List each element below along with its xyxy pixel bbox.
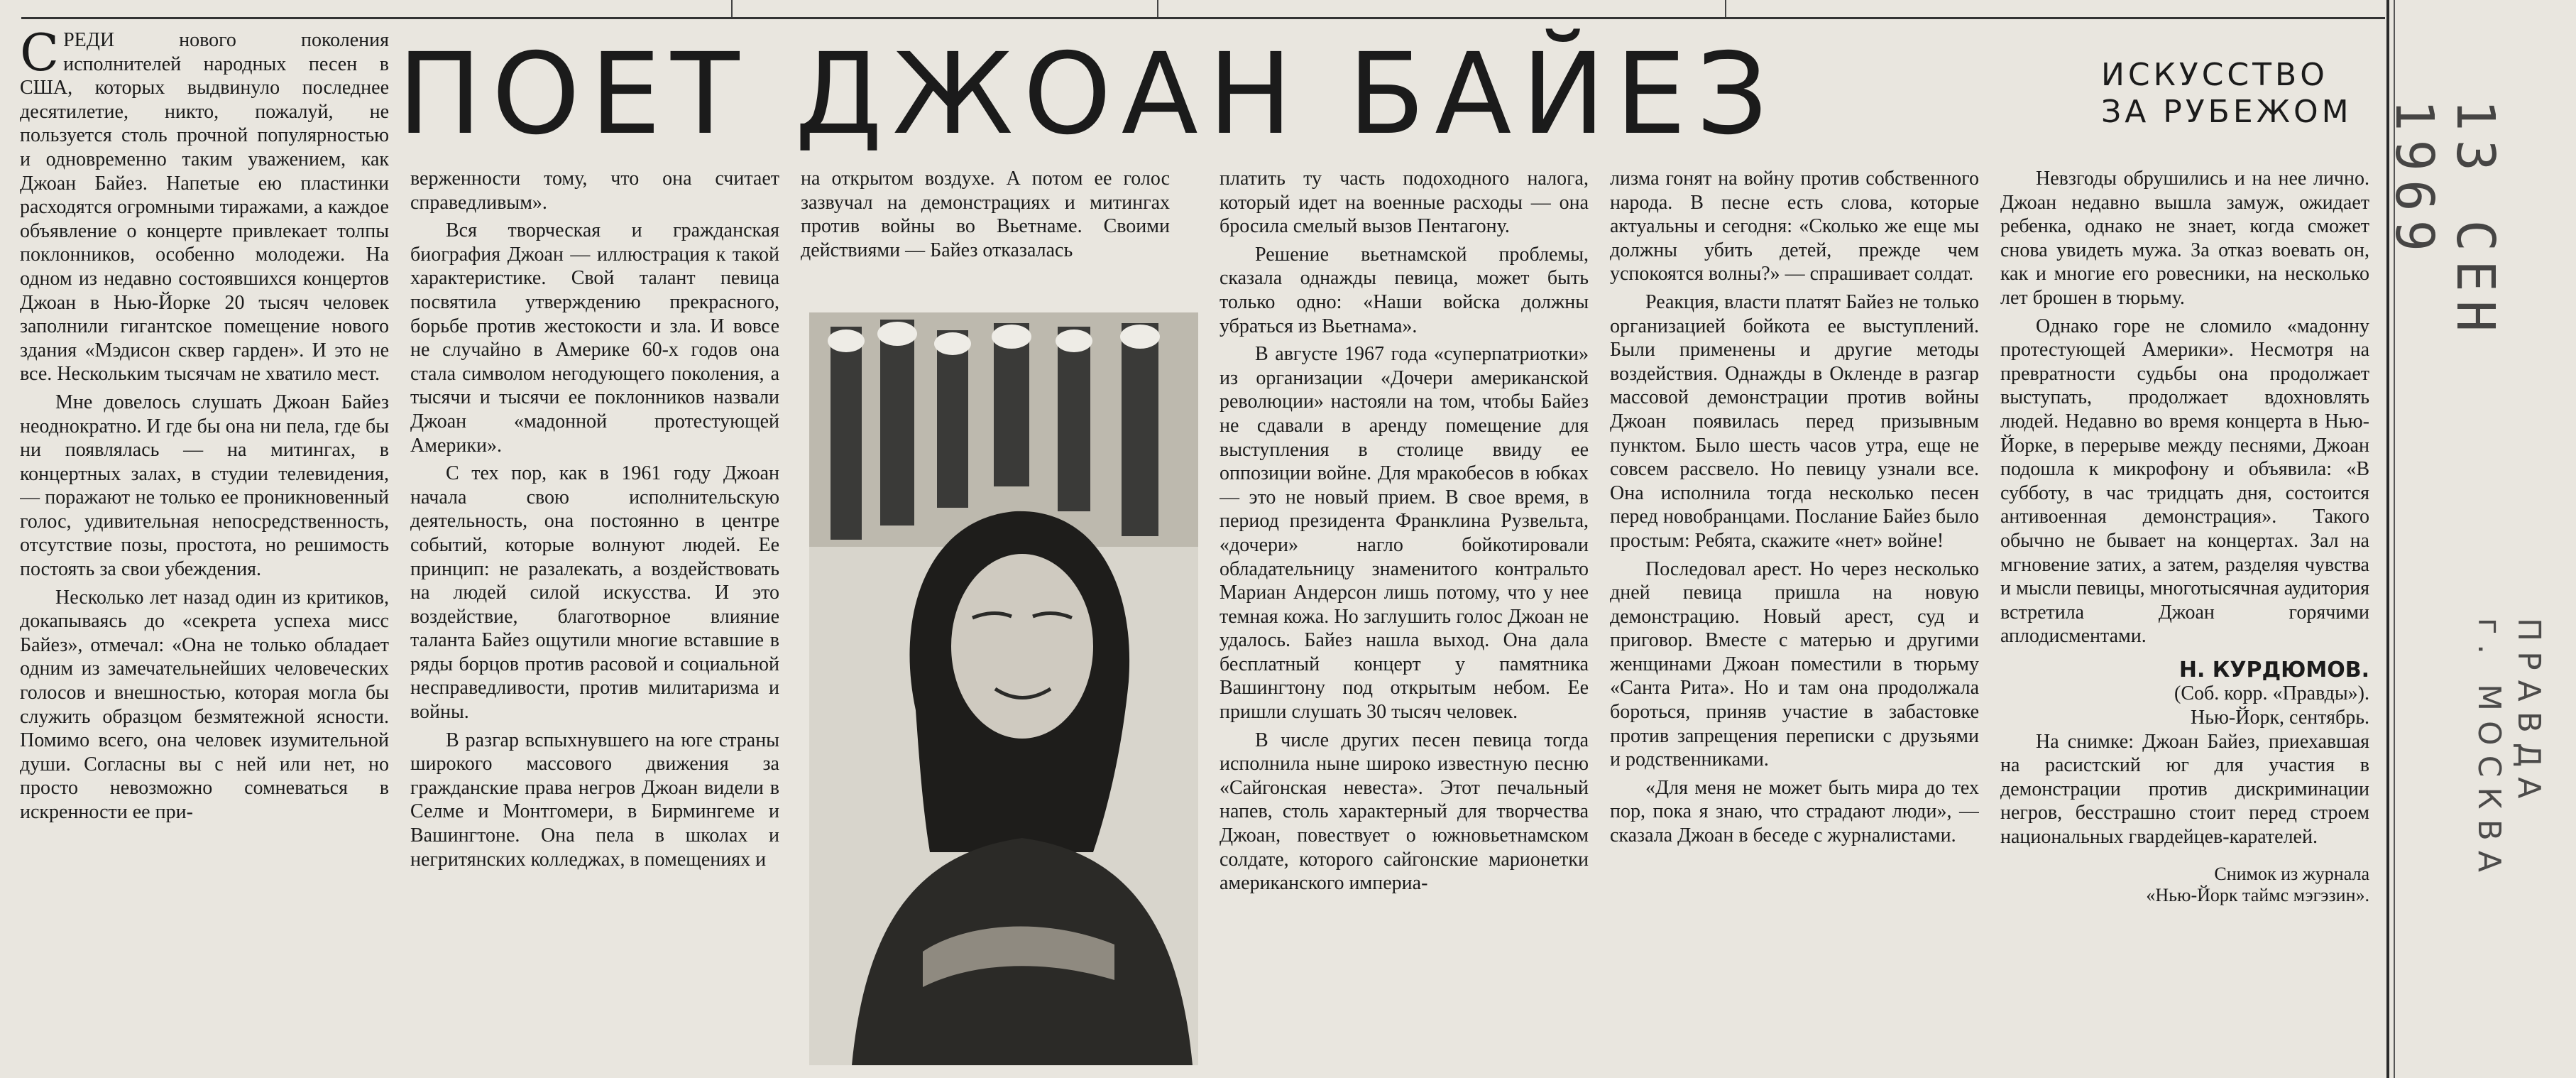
paragraph: С тех пор, как в 1961 году Джоан начала свою исполнительскую деятельность, она постоянно в центре событий, которые волнуют людей. Ее принцип: не разалекать, а воздействовать на людей силой искусства. И это воздействие, благотворное влияние таланта Байез ощутили многие вставшие в ряды борцов против расовой и социальной несправедливости, против милитаризма и войны. <box>410 462 779 724</box>
author-signature: Н. КУРДЮМОВ. <box>2178 657 2369 682</box>
credit-line: «Нью-Йорк таймс мэгэзин». <box>2146 884 2369 905</box>
drop-cap: С <box>20 28 60 82</box>
article-column-5 <box>1610 167 1979 1065</box>
rubric-line: ИСКУССТВО <box>2101 57 2328 93</box>
paragraph: Решение вьетнамской проблемы, сказала однажды певица, может быть только одно: «Наши войска должны убраться из Вьетнама». <box>1220 243 1589 337</box>
paragraph: Мне довелось слушать Джоан Байез неоднократно. И где бы она ни пела, где бы ни появлялась — на митингах, в концертных залах, в студии телевидения, — поражают не только ее проникновенный голос, удивительная непосредственность, отсутствие позы, простота, но решимость постоять за свои убеждения. <box>20 391 389 581</box>
article-column-1 <box>20 28 389 1065</box>
article-headline: ПОЕТ ДЖОАН БАЙЕЗ <box>398 29 1778 160</box>
border-tick <box>731 0 733 17</box>
stamp-source <box>2406 618 2548 1016</box>
article-column-4 <box>1220 167 1589 1065</box>
paragraph: Невзгоды обрушились и на нее лично. Джоан недавно вышла замуж, ожидает ребенка, однако не знает, когда сможет снова увидеть мужа. За отказ воевать он, как и многие его ровесники, на несколько лет брошен в тюрьму. <box>2000 168 2369 309</box>
paragraph <box>20 28 389 386</box>
paragraph: В числе других песен певица тогда исполнила ныне широко известную песню «Сайгонская невеста». Этот печальный напев, столь характерный для творчества Джоан, повествует о южновьетнамском солдате, которого сайгонские марионетки американского империа- <box>1220 729 1589 895</box>
border-tick <box>1725 0 1726 17</box>
paragraph: «Для меня не может быть мира до тех пор, пока я знаю, что страдают люди», — сказала Джоан в беседе с журналистами. <box>1610 776 1979 847</box>
author-note: (Соб. корр. «Правды»). <box>2174 682 2369 705</box>
stamp-line: ПРАВДА <box>2511 618 2547 809</box>
archive-stamp <box>2384 99 2548 1023</box>
article-column-2 <box>410 167 779 1065</box>
border-tick <box>1157 0 1158 17</box>
paragraph: лизма гонят на войну против собственного народа. В песне есть слова, которые актуальны и сегодня: «Сколько же еще мы должны убить детей, прежде чем успокоятся волны?» — спрашивает солдат. <box>1610 168 1979 285</box>
dateline: Нью-Йорк, сентябрь. <box>2191 707 2369 729</box>
paragraph: Однако горе не сломило «мадонну протестующей Америки». Несмотря на превратности судьбы она продолжает выступать, продолжает вдохновлять людей. Недавно во время концерта в Нью-Йорке, в перерыве между песнями, Джоан подошла к микрофону и объявила: «В субботу, в час тридцать дня, состоится антивоенная демонстрация». Такого обычно не бывает на концертах. Зал на мгновение затих, а затем, разделяя чувства и мысли певицы, многотысячная аудитория встретила Джоан горячими аплодисментами. <box>2000 315 2369 648</box>
paragraph: верженности тому, что она считает справедливым». <box>410 168 779 214</box>
paragraph: платить ту часть подоходного налога, который идет на военные расходы — она бросила смелый вызов Пентагону. <box>1220 168 1589 238</box>
paragraph: Реакция, власти платят Байез не только организацией бойкота ее выступлений. Были применены и другие методы воздействия. Однажды в Окленде в разгар массовой демонстрации против войны Джоан появилась перед призывным пунктом. Было шесть часов утра, еще не совсем рассвело. Но певицу узнали все. Она исполнила тогда несколько песен перед новобранцами. Послание Байез было простым: Ребята, скажите «нет» войне! <box>1610 290 1979 552</box>
paragraph: Несколько лет назад один из критиков, докапываясь до «секрета успеха мисс Байез», отмечал: «Она не только обладает одним из замечательнейших человеческих голосов и внешностью, которая могла бы служить образцом безмятежной ясности. Помимо всего, она человек изумительной души. Согласны вы с ней или нет, но просто невозможно сомневаться в искренности ее при- <box>20 586 389 823</box>
section-rubric <box>2101 57 2385 131</box>
stamp-line: г. МОСКВА <box>2471 618 2507 882</box>
stamp-date: 13 СЕН 1969 <box>2384 99 2506 341</box>
paragraph-text: РЕДИ нового поколения исполнителей народных песен в США, которых выдвинуло последнее десятилетие, никто, пожалуй, не пользуется столь прочной популярностью и одновременно таким уважением, как Джоан Байез. Напетые ею пластинки расходятся огромными тиражами, а каждое объявление о концерте привлекает толпы поклонников, особенно молодежи. На одном из недавно состоявшихся концертов Джоан в Нью-Йорке 20 тысяч человек заполнили гигантское помещение нового здания «Мэдисон сквер гарден». И это не все. Нескольким тысячам не хватило мест. <box>20 29 389 386</box>
credit-line: Снимок из журнала <box>2214 863 2369 884</box>
rubric-line: ЗА РУБЕЖОМ <box>2101 94 2352 130</box>
paragraph: Вся творческая и гражданская биография Джоан — иллюстрация к такой характеристике. Свой талант певица посвятила утверждению прекрасного, борьбе против жестокости и зла. И вовсе не случайно в Америке 60-х годов она стала символом негодующего поколения, а тысячи и тысячи ее поклонников назвали Джоан «мадонной протестующей Америки». <box>410 219 779 457</box>
photo-caption: На снимке: Джоан Байез, приехавшая на расистский юг для участия в демонстрации против дискриминации негров, бесстрашно стоит перед строем национальных гвардейцев-карателей. <box>2000 730 2369 849</box>
paragraph: на открытом воздухе. А потом ее голос зазвучал на демонстрациях и митингах против войны во Вьетнаме. Своими действиями — Байез отказалась <box>801 168 1170 261</box>
article-column-6 <box>2000 167 2369 1065</box>
paragraph: В августе 1967 года «суперпатриотки» из организации «Дочери американской революции» настояли на том, чтобы Байез не сдавали в аренду помещение для выступления в столице ввиду ее оппозиции войне. Для мракобесов в юбках — это не новый прием. В свое время, в период президента Франклина Рузвельта, «дочери» нагло бойкотировали обладательницу знаменитого контральто Мариан Андерсон лишь потому, что у нее темная кожа. Но заглушить голос Джоан не удалось. Байез нашла выход. Она дала бесплатный концерт у памятника Вашингтону под открытым небом. Ее пришли слушать 30 тысяч человек. <box>1220 343 1589 724</box>
photo-credit <box>2000 864 2369 906</box>
photo-illustration <box>809 312 1198 1065</box>
paragraph: В разгар вспыхнувшего на юге страны широкого массового движения за гражданские права негров Джоан видели в Селме и Монтгомери, в Бирмингеме и Вашингтоне. Она пела в школах и негритянских колледжах, в помещениях и <box>410 729 779 871</box>
column-text <box>801 167 1170 305</box>
paragraph: Последовал арест. Но через несколько дней певица пришла на новую демонстрацию. Новый арест, суд и приговор. Вместе с матерью и другими женщинами Джоан поместили в тюрьму «Санта Рита». Но и там она продолжала бороться, приняв участие в забастовке против запрещения переписки с друзьями и родственниками. <box>1610 557 1979 771</box>
top-border <box>21 0 2385 19</box>
photo-joan-baez <box>809 312 1198 1065</box>
